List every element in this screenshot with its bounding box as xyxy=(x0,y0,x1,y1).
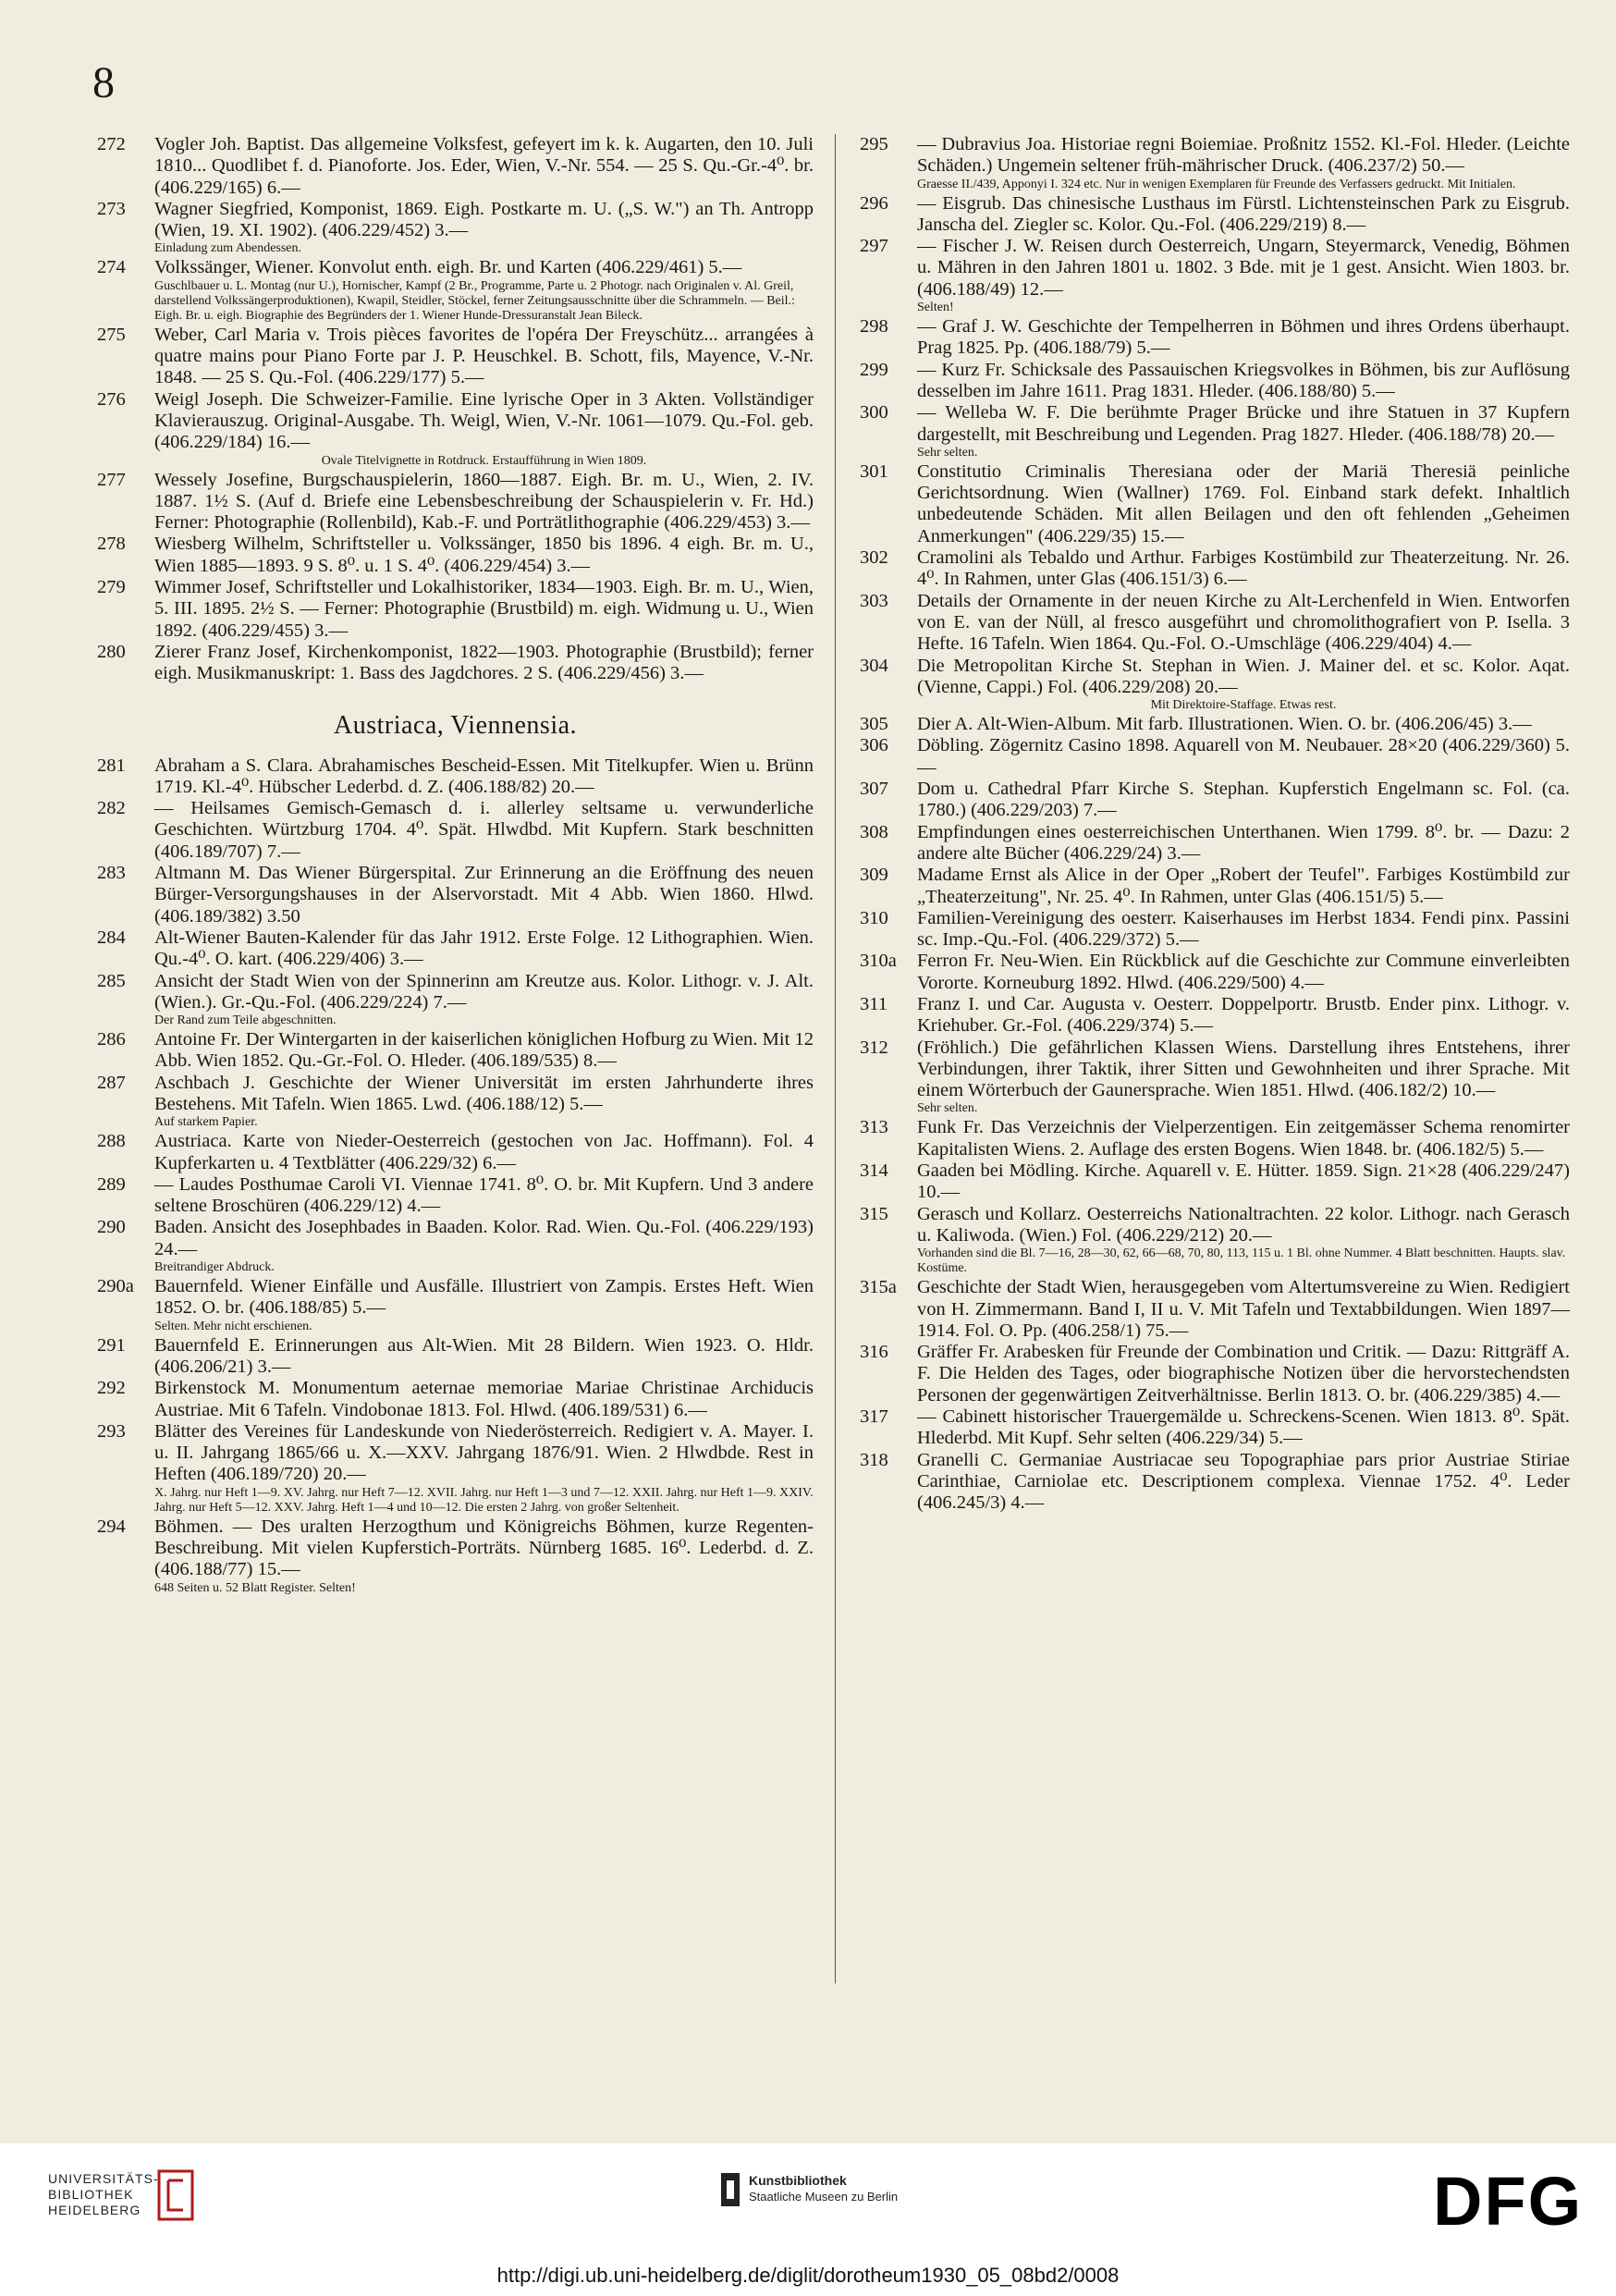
catalog-entry xyxy=(860,1450,1570,1515)
entry-text: (Fröhlich.) Die gefährlichen Klassen Wiens. Darstellung ihres Entstehens, ihrer Verbindungen, ihrer Taktik, ihrer Sitten und Gewohnheiten und ihrer Sprache. Mit einem Wörterbuch der Gaunersprache. Wien 1851. Hlwd. (406.182/2) 10.— xyxy=(917,1037,1570,1101)
entry-number: 313 xyxy=(860,1117,888,1138)
catalog-entry xyxy=(97,1174,814,1218)
catalog-entry xyxy=(860,908,1570,952)
entry-text: Wessely Josefine, Burgschauspielerin, 1860—1887. Eigh. Br. m. U., Wien, 2. IV. 1887. 1½ S. (Auf d. Briefe eine Lebensbeschreibung der Schauspielerin v. Fr. Hd.) Ferner: Photographie (Rollenbild), Kab.-F. und Porträtlithographie (406.229/453) 3.— xyxy=(154,469,814,534)
entry-text: Bauernfeld E. Erinnerungen aus Alt-Wien. Mit 28 Bildern. Wien 1923. O. Hldr. (406.206/21) 3.— xyxy=(154,1334,814,1377)
entry-text: — Dubravius Joa. Historiae regni Boiemiae. Proßnitz 1552. Kl.-Fol. Hleder. (Leichte Schäden.) Ungemein seltener früh-mährischer Druck. (406.237/2) 50.— xyxy=(917,134,1570,177)
entry-number: 309 xyxy=(860,865,888,886)
entry-number: 290 xyxy=(97,1217,126,1238)
entry-text: Bauernfeld. Wiener Einfälle und Ausfälle. Illustriert von Zampis. Erstes Heft. Wien 1852. O. br. (406.188/85) 5.— xyxy=(154,1276,814,1319)
catalog-entry xyxy=(97,1276,814,1320)
entry-number: 312 xyxy=(860,1037,888,1058)
entry-text: Franz I. und Car. Augusta v. Oesterr. Doppelportr. Brustb. Ender pinx. Lithogr. v. Kriehuber. Gr.-Fol. (406.229/374) 5.— xyxy=(917,993,1570,1037)
catalog-entry xyxy=(97,971,814,1014)
catalog-entry xyxy=(97,470,814,534)
entry-number: 274 xyxy=(97,257,126,278)
catalog-entry xyxy=(97,199,814,242)
entry-text: Funk Fr. Das Verzeichnis der Vielperzentigen. Ein zeitgemässer Schema renomirter Kapitalisten Wiens. 2. Auflage des ersten Bogens. Wien 1848. br. (406.182/5) 5.— xyxy=(917,1117,1570,1160)
entry-number: 285 xyxy=(97,970,126,991)
entry-number: 289 xyxy=(97,1173,126,1195)
entry-note: X. Jahrg. nur Heft 1—9. XV. Jahrg. nur Heft 7—12. XVII. Jahrg. nur Heft 1—3 und 7—12. XXII. Jahrg. nur Heft 1—9. XXIV. Jahrg. nur Heft 5—12. XXV. Jahrg. Heft 1—4 und 10—12. Die ersten 2 Jahrg. von großer Seltenheit. xyxy=(154,1485,814,1515)
catalog-entry xyxy=(97,1029,814,1073)
entry-number: 310a xyxy=(860,951,897,972)
entry-number: 300 xyxy=(860,402,888,424)
entry-number: 310 xyxy=(860,907,888,928)
entry-number: 281 xyxy=(97,755,126,776)
catalog-entry xyxy=(97,1335,814,1379)
entry-number: 315a xyxy=(860,1277,897,1298)
catalog-entry xyxy=(860,134,1570,178)
entry-number: 278 xyxy=(97,534,126,555)
entry-number: 304 xyxy=(860,655,888,676)
catalog-entry xyxy=(97,863,814,927)
entry-text: Wimmer Josef, Schriftsteller und Lokalhistoriker, 1834—1903. Eigh. Br. m. U., Wien, 5. III. 1895. 2½ S. — Ferner: Photographie (Brustbild) m. eigh. Widmung u. U., Wien 1892. (406.229/455) 3.— xyxy=(154,577,814,641)
catalog-entry xyxy=(97,534,814,577)
catalog-entry xyxy=(97,798,814,863)
catalog-entry xyxy=(860,1342,1570,1406)
entry-text: Böhmen. — Des uralten Herzogthum und Königreichs Böhmen, kurze Regenten-Beschreibung. Mit vielen Kupferstich-Porträts. Nürnberg 1685. 16⁰. Lederbd. d. Z. (406.188/77) 15.— xyxy=(154,1516,814,1580)
entry-text: Weber, Carl Maria v. Trois pièces favorites de l'opéra Der Freyschütz... arrangées à quatre mains pour Piano Forte par J. P. Heuschkel. B. Schott, fils, Mayence, V.-Nr. 1848. — 25 S. Qu.-Fol. (406.229/177) 5.— xyxy=(154,324,814,388)
entry-number: 297 xyxy=(860,236,888,257)
entry-number: 288 xyxy=(97,1131,126,1152)
entry-number: 273 xyxy=(97,198,126,219)
entry-text: Wiesberg Wilhelm, Schriftsteller u. Volkssänger, 1850 bis 1896. 4 eigh. Br. m. U., Wien 1885—1893. 9 S. 8⁰. u. 1 S. 4⁰. (406.229/454) 3.— xyxy=(154,534,814,576)
entry-text: Abraham a S. Clara. Abrahamisches Bescheid-Essen. Mit Titelkupfer. Wien u. Brünn 1719. Kl.-4⁰. Hübscher Lederbd. d. Z. (406.188/82) 20.— xyxy=(154,755,814,797)
uni-name-line: BIBLIOTHEK xyxy=(48,2187,134,2202)
entry-number: 295 xyxy=(860,134,888,154)
entry-number: 314 xyxy=(860,1160,888,1182)
entry-text: Döbling. Zögernitz Casino 1898. Aquarell von M. Neubauer. 28×20 (406.229/360) 5.— xyxy=(917,735,1570,778)
entry-note: 648 Seiten u. 52 Blatt Register. Selten! xyxy=(154,1580,356,1595)
catalog-entry xyxy=(97,1421,814,1486)
right-column xyxy=(860,134,1570,1515)
catalog-entry xyxy=(860,1160,1570,1204)
entry-text: Baden. Ansicht des Josephbades in Baaden. Kolor. Rad. Wien. Qu.-Fol. (406.229/193) 24.— xyxy=(154,1217,814,1259)
catalog-entry xyxy=(860,461,1570,547)
entry-text: — Laudes Posthumae Caroli VI. Viennae 1741. 8⁰. O. br. Mit Kupfern. Und 3 andere seltene Broschüren (406.229/12) 4.— xyxy=(154,1173,814,1217)
section-heading: Austriaca, Viennensia. xyxy=(333,710,578,740)
entry-text: Dom u. Cathedral Pfarr Kirche S. Stephan. Kupferstich Engelmann sc. Fol. (ca. 1780.) (406.229/203) 7.— xyxy=(917,779,1570,821)
uni-heidelberg-logo[interactable] xyxy=(48,2171,159,2218)
catalog-entry xyxy=(860,1406,1570,1450)
entry-text: Antoine Fr. Der Wintergarten in der kaiserlichen königlichen Hofburg zu Wien. Mit 12 Abb. Wien 1852. Qu.-Gr.-Fol. O. Hleder. (406.189/535) 8.— xyxy=(154,1029,814,1072)
column-divider xyxy=(835,134,836,1983)
entry-text: — Graf J. W. Geschichte der Tempelherren in Böhmen und ihres Ordens überhaupt. Prag 1825. Pp. (406.188/79) 5.— xyxy=(917,316,1570,359)
entry-text: Die Metropolitan Kirche St. Stephan in Wien. J. Mainer del. et sc. Kolor. Aqat. (Vienne, Cappi.) Fol. (406.229/208) 20.— xyxy=(917,655,1570,697)
entry-text: Familien-Vereinigung des oesterr. Kaiserhauses im Herbst 1834. Fendi pinx. Passini sc. Imp.-Qu.-Fol. (406.229/372) 5.— xyxy=(917,907,1570,951)
entry-number: 318 xyxy=(860,1449,888,1470)
entry-text: Constitutio Criminalis Theresiana oder der Mariä Theresiä peinliche Gerichtsordnung. Wien (Wallner) 1769. Fol. Einband stark defekt. Inhaltlich unbedeutende Schäden. Mit allen Beilagen und den oft fehlenden „Geheimen Anmerkungen" (406.229/35) 15.— xyxy=(917,460,1570,546)
catalog-entry xyxy=(97,1516,814,1581)
entry-number: 316 xyxy=(860,1342,888,1363)
catalog-entry xyxy=(860,360,1570,403)
entry-text: — Eisgrub. Das chinesische Lusthaus im Fürstl. Lichtensteinschen Park zu Eisgrub. Janscha del. Ziegler sc. Kolor. Qu.-Fol. (406.229/219) 8.— xyxy=(917,192,1570,235)
entry-text: — Fischer J. W. Reisen durch Oesterreich, Ungarn, Steyermarck, Venedig, Böhmen u. Mähren in den Jahren 1801 u. 1802. 3 Bde. mit je 1 gest. Ansicht. Wien 1803. br. (406.188/49) 12.— xyxy=(917,236,1570,300)
entry-note: Vorhanden sind die Bl. 7—16, 28—30, 62, 66—68, 70, 80, 113, 115 u. 1 Bl. ohne Nummer. 4 Blatt beschnitten. Haupts. slav. Kostüme. xyxy=(917,1246,1566,1276)
kunstbibliothek-subtitle: Staatliche Museen zu Berlin xyxy=(749,2190,899,2204)
uni-name-line: HEIDELBERG xyxy=(48,2203,141,2217)
left-column xyxy=(97,134,814,1597)
entry-note: Sehr selten. xyxy=(917,445,978,460)
catalog-entry xyxy=(860,951,1570,994)
uni-name-line: UNIVERSITÄTS- xyxy=(48,2171,159,2186)
catalog-entry xyxy=(860,1204,1570,1247)
entry-text: Wagner Siegfried, Komponist, 1869. Eigh. Postkarte m. U. („S. W.") an Th. Antropp (Wien, 19. XI. 1902). (406.229/452) 3.— xyxy=(154,198,814,241)
entry-note: Selten. Mehr nicht erschienen. xyxy=(154,1319,312,1333)
catalog-entry xyxy=(860,547,1570,591)
footer-bar xyxy=(0,2143,1616,2296)
entry-number: 307 xyxy=(860,779,888,800)
catalog-entry xyxy=(97,257,814,278)
entry-note: Einladung zum Abendessen. xyxy=(154,241,302,256)
catalog-entry xyxy=(97,1073,814,1116)
entry-note: Der Rand zum Teile abgeschnitten. xyxy=(154,1013,337,1028)
catalog-entry xyxy=(860,714,1570,735)
entry-note: Mit Direktoire-Staffage. Etwas rest. xyxy=(1150,698,1337,713)
catalog-entry xyxy=(860,779,1570,822)
entry-number: 299 xyxy=(860,359,888,380)
entry-number: 308 xyxy=(860,821,888,842)
entry-text: Ferron Fr. Neu-Wien. Ein Rückblick auf die Geschichte zur Commune einverleibten Vororte. Korneuburg 1892. Hlwd. (406.229/500) 4.— xyxy=(917,951,1570,993)
entry-note: Ovale Titelvignette in Rotdruck. Erstaufführung in Wien 1809. xyxy=(321,453,647,468)
entry-text: Altmann M. Das Wiener Bürgerspital. Zur Erinnerung an die Eröffnung des neuen Bürger-Versorgungshauses in der Alservorstadt. Mit 4 Abb. Wien 1860. Hlwd. (406.189/382) 3.50 xyxy=(154,863,814,927)
entry-text: — Welleba W. F. Die berühmte Prager Brücke und ihre Statuen in 37 Kupfern dargestellt, mit Beschreibung und Legenden. Prag 1827. Hleder. (406.188/78) 20.— xyxy=(917,402,1570,445)
entry-number: 277 xyxy=(97,469,126,490)
catalog-entry xyxy=(860,822,1570,866)
entry-number: 293 xyxy=(97,1420,126,1442)
entry-number: 302 xyxy=(860,547,888,569)
entry-number: 311 xyxy=(860,993,888,1014)
entry-text: Madame Ernst als Alice in der Oper „Robert der Teufel". Farbiges Kostümbild zur „Theaterzeitung", Nr. 25. 4⁰. In Rahmen, unter Glas (406.151/5) 5.— xyxy=(917,865,1570,907)
entry-number: 287 xyxy=(97,1072,126,1093)
catalog-entry xyxy=(860,402,1570,446)
entry-text: Alt-Wiener Bauten-Kalender für das Jahr 1912. Erste Folge. 12 Lithographien. Wien. Qu.-4⁰. O. kart. (406.229/406) 3.— xyxy=(154,927,814,970)
entry-text: Birkenstock M. Monumentum aeternae memoriae Mariae Christinae Archiducis Austriae. Mit 6 Tafeln. Vindobonae 1813. Fol. Hlwd. (406.189/531) 6.— xyxy=(154,1378,814,1420)
catalog-entry xyxy=(860,1037,1570,1102)
entry-text: Ansicht der Stadt Wien von der Spinnerinn am Kreutze aus. Kolor. Lithogr. v. J. Alt. (Wien.). Gr.-Qu.-Fol. (406.229/224) 7.— xyxy=(154,970,814,1013)
catalog-entry xyxy=(97,1131,814,1174)
catalog-entry xyxy=(97,134,814,199)
entry-text: Aschbach J. Geschichte der Wiener Universität im ersten Jahrhunderte ihres Bestehens. Mit Tafeln. Wien 1865. Lwd. (406.188/12) 5.— xyxy=(154,1072,814,1114)
entry-text: Zierer Franz Josef, Kirchenkomponist, 1822—1903. Photographie (Brustbild); ferner eigh. Musikmanuskript: 1. Bass des Jagdchores. 2 S. (406.229/456) 3.— xyxy=(154,641,814,684)
entry-number: 279 xyxy=(97,577,126,598)
catalog-entry xyxy=(860,865,1570,908)
entry-text: Volkssänger, Wiener. Konvolut enth. eigh. Br. und Karten (406.229/461) 5.— xyxy=(154,257,742,278)
entry-number: 276 xyxy=(97,388,126,410)
entry-number: 298 xyxy=(860,316,888,338)
catalog-entry xyxy=(97,1378,814,1421)
entry-number: 303 xyxy=(860,590,888,611)
catalog-entry xyxy=(860,1117,1570,1160)
entry-number: 306 xyxy=(860,735,888,756)
catalog-entry xyxy=(97,927,814,971)
source-url[interactable]: http://digi.ub.uni-heidelberg.de/diglit/dorotheum1930_05_08bd2/0008 xyxy=(496,2264,1120,2287)
catalog-entry xyxy=(97,755,814,799)
entry-number: 301 xyxy=(860,460,888,482)
entry-number: 292 xyxy=(97,1378,126,1399)
entry-text: Vogler Joh. Baptist. Das allgemeine Volksfest, gefeyert im k. k. Augarten, den 10. Juli 1810... Quodlibet f. d. Pianoforte. Jos. Eder, Wien, V.-Nr. 554. — 25 S. Qu.-Gr.-4⁰. br. (406.229/165) 6.— xyxy=(154,134,814,198)
entry-note: Breitrandiger Abdruck. xyxy=(154,1260,275,1275)
kunstbibliothek-icon xyxy=(719,2171,741,2208)
entry-text: Gräffer Fr. Arabesken für Freunde der Combination und Critik. — Dazu: Rittgräff A. F. Die Helden des Tages, oder biographische Notizen über die hervorstechendsten Personen der gegenwärtigen Zeitverhältnisse. Berlin 1813. O. br. (406.229/385) 4.— xyxy=(917,1342,1570,1406)
entry-number: 317 xyxy=(860,1406,888,1428)
kunstbibliothek-logo[interactable] xyxy=(749,2173,898,2204)
entry-text: Gerasch und Kollarz. Oesterreichs Nationaltrachten. 22 kolor. Lithogr. nach Gerasch u. Kaliwoda. (Wien.) Fol. (406.229/212) 20.— xyxy=(917,1203,1570,1246)
entry-number: 272 xyxy=(97,134,126,154)
entry-text: Cramolini als Tebaldo und Arthur. Farbiges Kostümbild zur Theaterzeitung. Nr. 26. 4⁰. In Rahmen, unter Glas (406.151/3) 6.— xyxy=(917,547,1570,590)
entry-note: Sehr selten. xyxy=(917,1101,978,1116)
entry-number: 282 xyxy=(97,798,126,819)
entry-number: 286 xyxy=(97,1029,126,1050)
catalog-entry xyxy=(860,1277,1570,1342)
catalog-entry xyxy=(860,316,1570,360)
kunstbibliothek-name: Kunstbibliothek xyxy=(749,2173,847,2188)
entry-text: Blätter des Vereines für Landeskunde von Niederösterreich. Redigiert v. A. Mayer. I. u. II. Jahrgang 1865/66 u. X.—XXV. Jahrgang 1876/91. Wien. 2 Hlwdbde. Rest in Heften (406.189/720) 20.— xyxy=(154,1420,814,1485)
catalog-entry xyxy=(97,577,814,642)
entry-number: 283 xyxy=(97,863,126,884)
catalog-entry xyxy=(97,325,814,389)
entry-note: Selten! xyxy=(917,301,954,315)
catalog-entry xyxy=(97,1217,814,1260)
dfg-logo[interactable]: DFG xyxy=(1433,2163,1584,2240)
catalog-entry xyxy=(97,389,814,454)
entry-number: 315 xyxy=(860,1203,888,1224)
entry-text: Empfindungen eines oesterreichischen Unterthanen. Wien 1799. 8⁰. br. — Dazu: 2 andere alte Bücher (406.229/24) 3.— xyxy=(917,821,1570,864)
entry-number: 305 xyxy=(860,714,888,735)
entry-text: Details der Ornamente in der neuen Kirche zu Alt-Lerchenfeld in Wien. Entworfen von E. van der Nüll, al fresco ausgeführt und chromolithografiert von P. Isella. 3 Hefte. 16 Tafeln. Wien 1864. Qu.-Fol. O.-Umschläge (406.229/404) 4.— xyxy=(917,590,1570,655)
entry-note: Graesse II./439, Apponyi I. 324 etc. Nur in wenigen Exemplaren für Freunde des Verfassers gedruckt. Mit Initialen. xyxy=(917,177,1516,191)
page-number: 8 xyxy=(92,58,115,107)
entry-text: Geschichte der Stadt Wien, herausgegeben vom Altertumsvereine zu Wien. Redigiert von H. Zimmermann. Band I, II u. V. Mit Tafeln und Textabbildungen. Wien 1897—1914. Fol. O. Pp. (406.258/1) 75.— xyxy=(917,1277,1570,1341)
entry-note: Auf starkem Papier. xyxy=(154,1115,258,1130)
catalog-entry xyxy=(97,642,814,685)
entry-number: 294 xyxy=(97,1516,126,1537)
entry-text: — Kurz Fr. Schicksale des Passauischen Kriegsvolkes in Böhmen, bis zur Auflösung desselben im Jahre 1611. Prag 1831. Hleder. (406.188/80) 5.— xyxy=(917,359,1570,401)
entry-text: — Heilsames Gemisch-Gemasch d. i. allerley seltsame u. verwunderliche Geschichten. Würtzburg 1704. 4⁰. Spät. Hlwdbd. Mit Kupfern. Stark beschnitten (406.189/707) 7.— xyxy=(154,798,814,862)
entry-number: 296 xyxy=(860,192,888,214)
entry-number: 291 xyxy=(97,1334,126,1356)
entry-number: 290a xyxy=(97,1276,134,1297)
catalog-entry xyxy=(860,656,1570,699)
uni-heidelberg-icon xyxy=(155,2167,196,2223)
entry-text: Austriaca. Karte von Nieder-Oesterreich (gestochen von Jac. Hoffmann). Fol. 4 Kupferkarten u. 4 Textblätter (406.229/32) 6.— xyxy=(154,1131,814,1173)
catalog-entry xyxy=(860,994,1570,1037)
catalog-entry xyxy=(860,236,1570,301)
entry-text: Dier A. Alt-Wien-Album. Mit farb. Illustrationen. Wien. O. br. (406.206/45) 3.— xyxy=(917,714,1532,735)
entry-number: 275 xyxy=(97,324,126,345)
catalog-entry xyxy=(860,193,1570,237)
entry-number: 280 xyxy=(97,641,126,662)
entry-text: Gaaden bei Mödling. Kirche. Aquarell v. E. Hütter. 1859. Sign. 21×28 (406.229/247) 10.— xyxy=(917,1160,1570,1203)
catalog-entry xyxy=(860,735,1570,779)
entry-note: Guschlbauer u. L. Montag (nur U.), Hornischer, Kampf (2 Br., Programme, Parte u. 2 Photogr. nach Originalen v. Al. Greil, darstellend Volkssängerproduktionen), Kwapil, Steidler, Stöckel, ferner Zeitungsausschnitte über die Schrammeln. — Beil.: Eigh. Br. u. eigh. Biographie des Begründers der 1. Wiener Hunde-Dressuranstalt Jean Bileck. xyxy=(154,278,795,323)
entry-text: — Cabinett historischer Trauergemälde u. Schreckens-Scenen. Wien 1813. 8⁰. Spät. Hlederbd. Mit Kupf. Sehr selten (406.229/34) 5.— xyxy=(917,1406,1570,1449)
entry-text: Granelli C. Germaniae Austriacae seu Topographiae pars prior Austriae Stiriae Carinthiae, Carniolae etc. Descriptionem complexa. Viennae 1752. 4⁰. Leder (406.245/3) 4.— xyxy=(917,1449,1570,1514)
entry-text: Weigl Joseph. Die Schweizer-Familie. Eine lyrische Oper in 3 Akten. Vollständiger Klavierauszug. Original-Ausgabe. Th. Weigl, Wien, V.-Nr. 1061—1079. Qu.-Fol. geb. (406.229/184) 16.— xyxy=(154,388,814,453)
entry-number: 284 xyxy=(97,927,126,948)
catalog-entry xyxy=(860,591,1570,656)
